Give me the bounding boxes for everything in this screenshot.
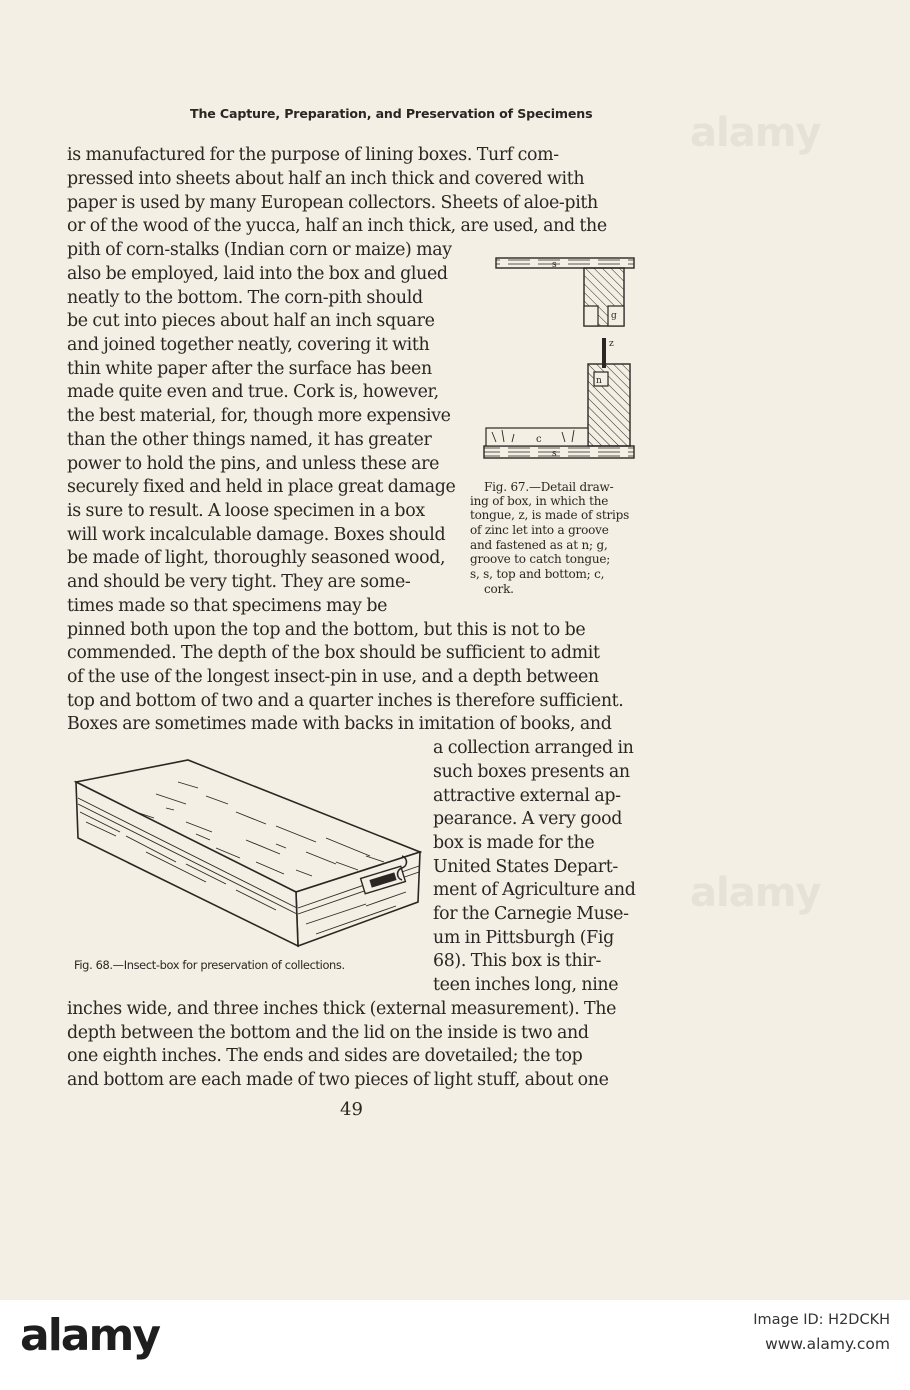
running-head: The Capture, Preparation, and Preservation of Specimens (190, 106, 593, 121)
text-line: one eighth inches. The ends and sides are dovetailed; the top (67, 1046, 583, 1066)
fig67-caption-line: ing of box, in which the (470, 494, 609, 508)
text-line: such boxes presents an (433, 762, 630, 782)
text-line: be cut into pieces about half an inch square (67, 311, 435, 331)
fig67-label: c (536, 434, 542, 445)
text-line: power to hold the pins, and unless these are (67, 454, 440, 474)
text-line: inches wide, and three inches thick (external measurement). The (67, 999, 617, 1019)
stock-footer (0, 1300, 910, 1390)
text-line: is sure to result. A loose specimen in a box (67, 501, 425, 521)
text-line: securely fixed and held in place great damage (67, 477, 456, 497)
fig67-label: g (611, 311, 617, 321)
text-line: and bottom are each made of two pieces of light stuff, about one (67, 1070, 609, 1090)
text-line: be made of light, thoroughly seasoned wood, (67, 548, 446, 568)
text-line: top and bottom of two and a quarter inches is therefore sufficient. (67, 691, 624, 711)
text-line: Boxes are sometimes made with backs in imitation of books, and (67, 714, 612, 734)
page-number: 49 (340, 1099, 363, 1120)
text-line: thin white paper after the surface has been (67, 359, 432, 379)
text-line: pressed into sheets about half an inch thick and covered with (67, 169, 585, 189)
fig67-caption-line: s, s, top and bottom; c, (470, 567, 605, 581)
text-line: attractive external ap- (433, 786, 621, 806)
text-line: will work incalculable damage. Boxes should (67, 525, 446, 545)
text-line: a collection arranged in (433, 738, 634, 758)
watermark: alamy (690, 110, 821, 156)
text-line: pearance. A very good (433, 809, 622, 829)
fig67-label: z (609, 339, 614, 349)
fig67-caption-line: cork. (484, 582, 514, 596)
text-line: um in Pittsburgh (Fig (433, 928, 614, 948)
text-line: commended. The depth of the box should be sufficient to admit (67, 643, 600, 663)
text-line: made quite even and true. Cork is, however, (67, 382, 439, 402)
fig67-caption-line: and fastened as at n; g, (470, 538, 608, 552)
site-url: www.alamy.com (765, 1335, 890, 1353)
text-line: teen inches long, nine (433, 975, 619, 995)
text-line: or of the wood of the yucca, half an inch thick, are used, and the (67, 216, 607, 236)
text-line: 68). This box is thir- (433, 951, 601, 971)
text-line: paper is used by many European collectors. Sheets of aloe-pith (67, 193, 598, 213)
text-line: is manufactured for the purpose of lining boxes. Turf com- (67, 145, 559, 165)
text-line: neatly to the bottom. The corn-pith should (67, 288, 423, 308)
text-line: and joined together neatly, covering it with (67, 335, 430, 355)
text-line: pith of corn-stalks (Indian corn or maize) may (67, 240, 452, 260)
watermark: alamy (690, 870, 821, 916)
text-line: of the use of the longest insect-pin in use, and a depth between (67, 667, 599, 687)
text-line: the best material, for, though more expensive (67, 406, 451, 426)
fig67-box-section-drawing (478, 246, 638, 466)
fig67-caption-line: Fig. 67.—Detail draw- (484, 480, 614, 494)
text-line: for the Carnegie Muse- (433, 904, 629, 924)
text-line: ment of Agriculture and (433, 880, 636, 900)
text-line: pinned both upon the top and the bottom, but this is not to be (67, 620, 586, 640)
text-line: depth between the bottom and the lid on the inside is two and (67, 1023, 589, 1043)
brand-logo: alamy (20, 1310, 159, 1361)
fig67-caption-line: tongue, z, is made of strips (470, 508, 630, 522)
text-line: and should be very tight. They are some- (67, 572, 411, 592)
fig67-caption-line: of zinc let into a groove (470, 523, 609, 537)
text-line: than the other things named, it has greater (67, 430, 432, 450)
text-line: also be employed, laid into the box and glued (67, 264, 448, 284)
fig68-caption: Fig. 68.—Insect-box for preservation of collections. (74, 958, 345, 972)
fig67-label: n (596, 376, 602, 386)
text-line: times made so that specimens may be (67, 596, 388, 616)
fig67-label: s (552, 260, 557, 270)
text-line: box is made for the (433, 833, 595, 853)
fig67-caption-line: groove to catch tongue; (470, 552, 611, 566)
fig68-insect-box-illustration (66, 752, 422, 948)
text-line: United States Depart- (433, 857, 618, 877)
image-id: Image ID: H2DCKH (753, 1312, 890, 1328)
fig67-label: s (552, 449, 557, 459)
